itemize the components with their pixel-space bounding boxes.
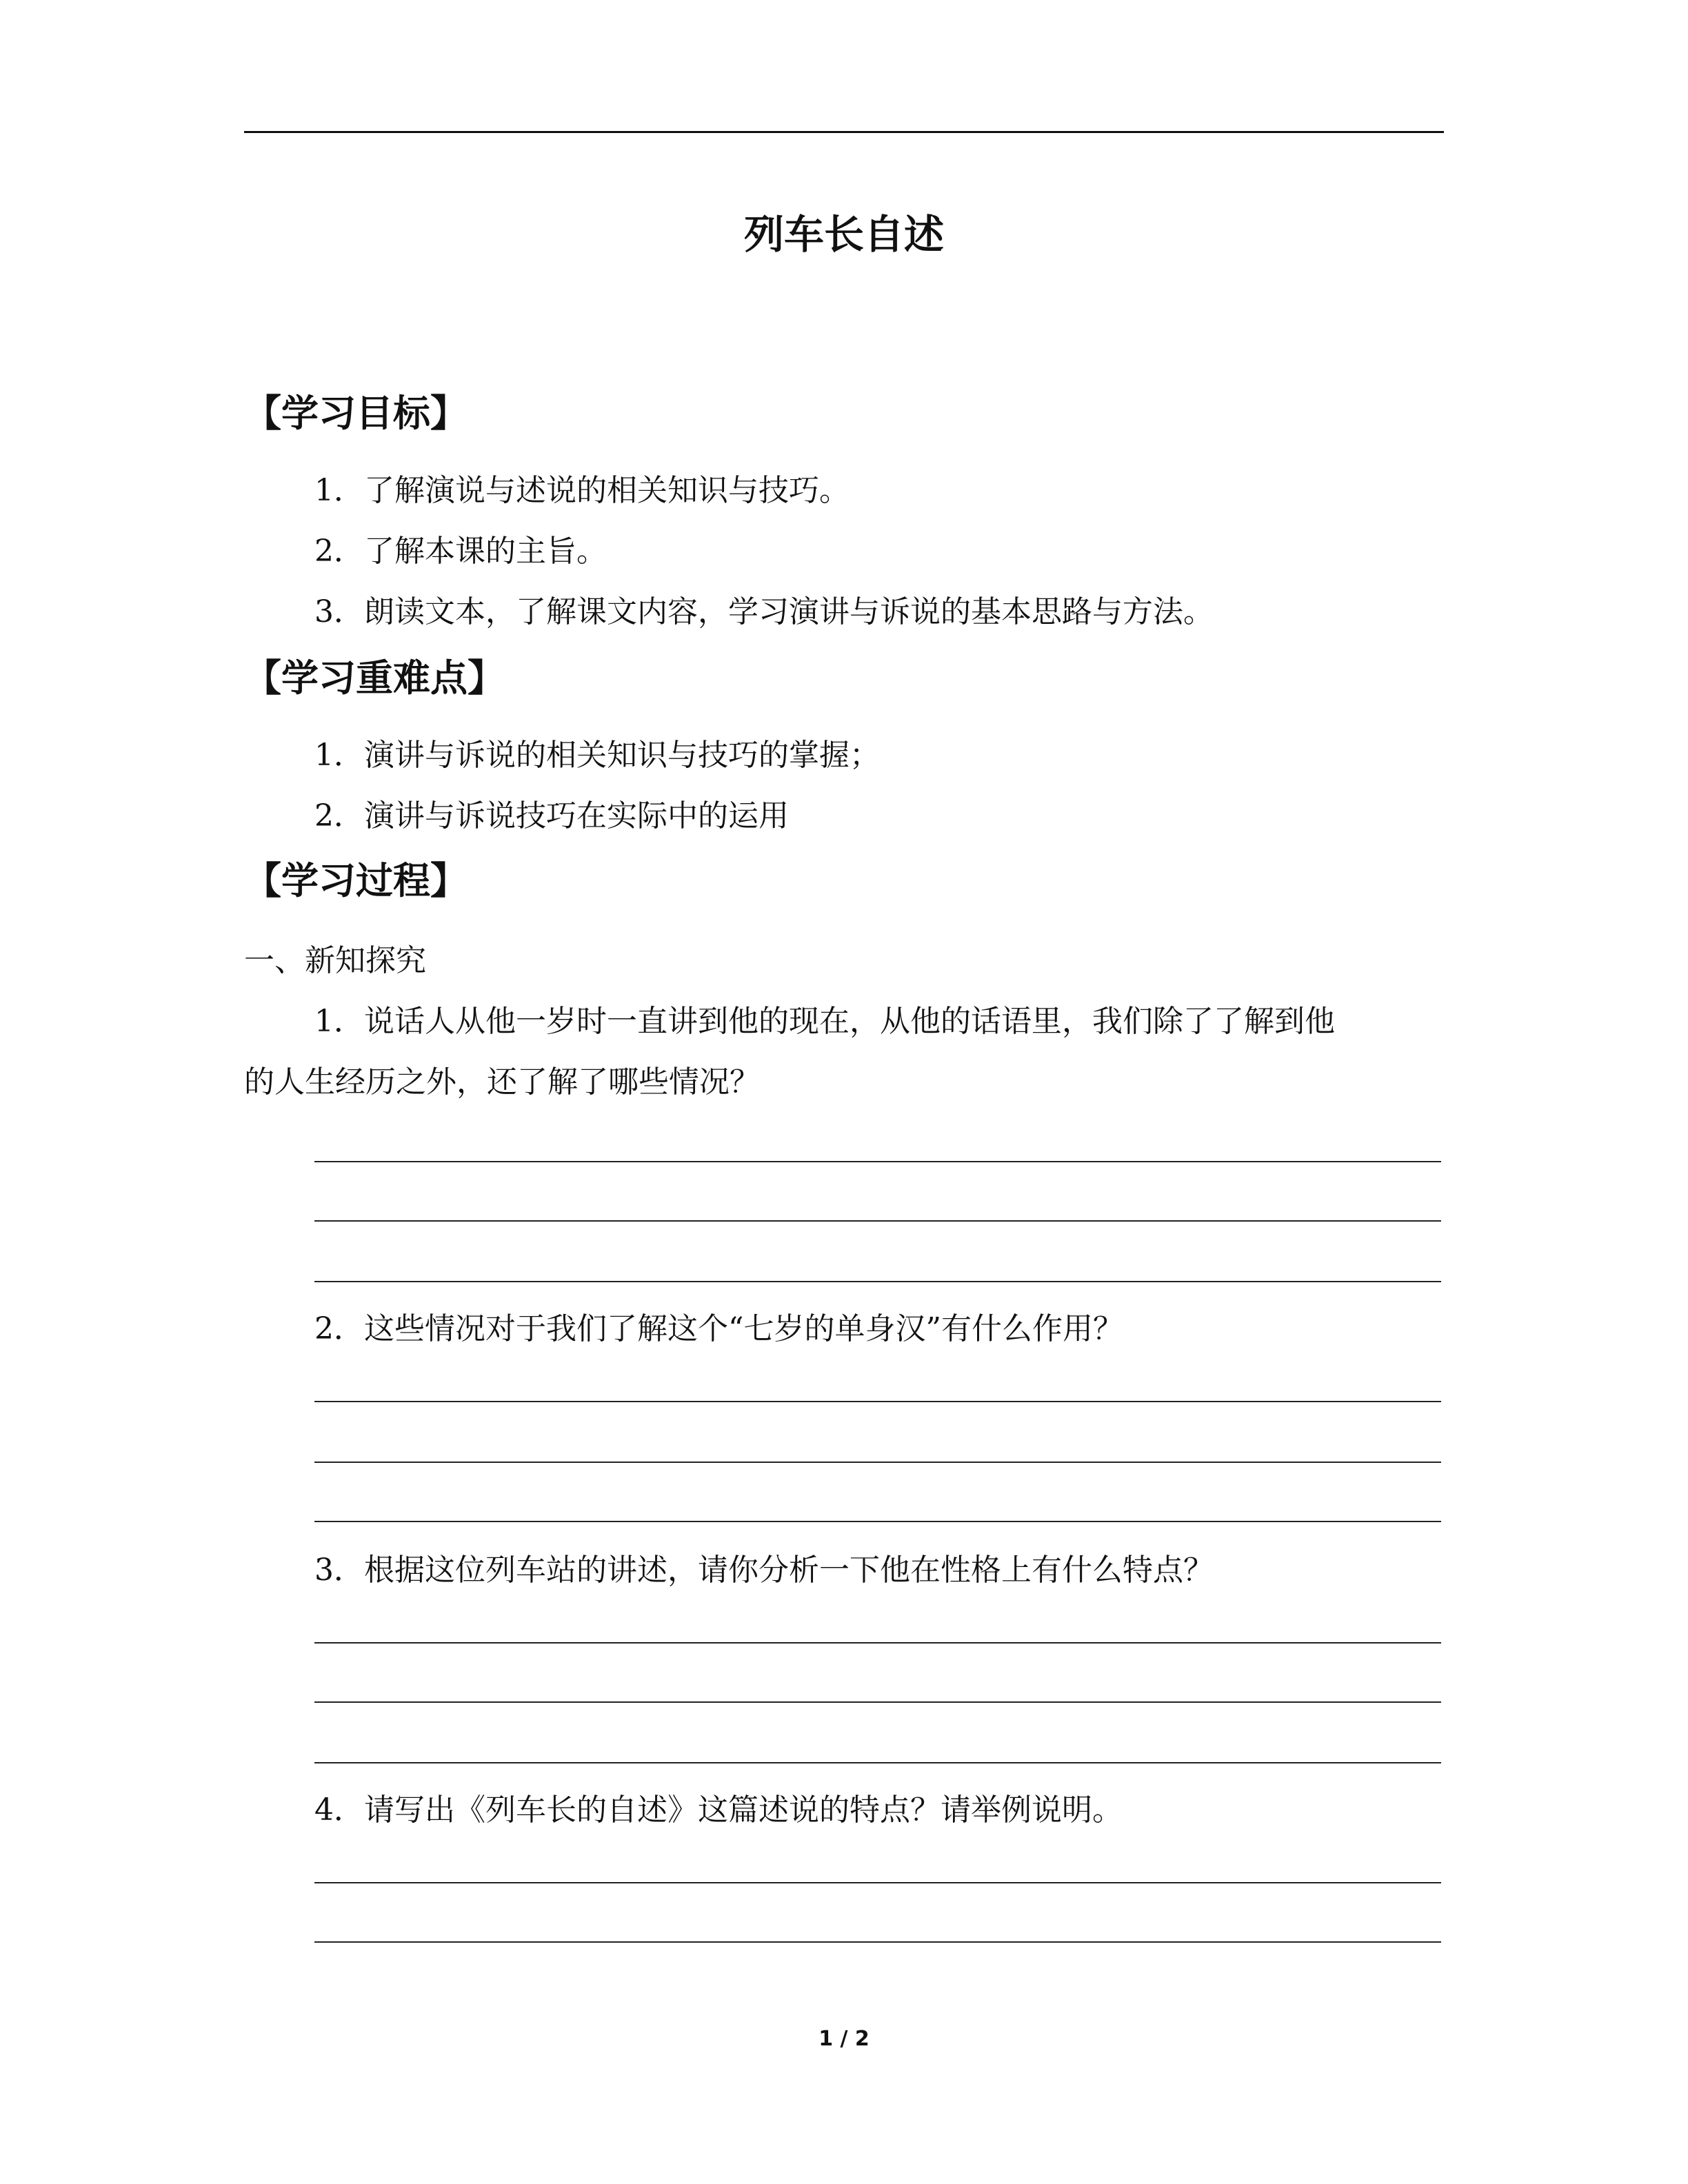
key-point-item-2: 2．演讲与诉说技巧在实际中的运用 xyxy=(314,798,789,833)
answer-line[interactable] xyxy=(314,1701,1441,1703)
answer-line[interactable] xyxy=(314,1161,1441,1162)
answer-line[interactable] xyxy=(314,1462,1441,1463)
question-2: 2．这些情况对于我们了解这个“七岁的单身汉”有什么作用？ xyxy=(314,1311,1123,1346)
header-rule xyxy=(244,131,1444,133)
answer-line[interactable] xyxy=(314,1281,1441,1282)
objective-item-1: 1．了解演说与述说的相关知识与技巧。 xyxy=(314,473,850,508)
process-heading: 【学习过程】 xyxy=(244,859,468,902)
answer-line[interactable] xyxy=(314,1220,1441,1222)
answer-line[interactable] xyxy=(314,1521,1441,1522)
key-points-heading: 【学习重难点】 xyxy=(244,656,505,700)
page-title: 列车长自述 xyxy=(743,211,944,258)
answer-line[interactable] xyxy=(314,1882,1441,1883)
key-point-item-1: 1．演讲与诉说的相关知识与技巧的掌握； xyxy=(314,738,880,773)
new-knowledge-subheading: 一、新知探究 xyxy=(244,943,426,978)
question-1-line-2: 的人生经历之外，还了解了哪些情况？ xyxy=(244,1064,760,1100)
answer-line[interactable] xyxy=(314,1401,1441,1402)
question-3: 3．根据这位列车站的讲述，请你分析一下他在性格上有什么特点？ xyxy=(314,1553,1214,1588)
question-4: 4．请写出《列车长的自述》这篇述说的特点？请举例说明。 xyxy=(314,1792,1123,1828)
page-number: 1 / 2 xyxy=(818,2027,870,2051)
objectives-heading: 【学习目标】 xyxy=(244,392,468,435)
answer-line[interactable] xyxy=(314,1642,1441,1644)
answer-line[interactable] xyxy=(314,1762,1441,1763)
objective-item-2: 2．了解本课的主旨。 xyxy=(314,534,607,569)
question-1-line-1: 1．说话人从他一岁时一直讲到他的现在，从他的话语里，我们除了了解到他 xyxy=(314,1004,1335,1039)
objective-item-3: 3．朗读文本，了解课文内容，学习演讲与诉说的基本思路与方法。 xyxy=(314,594,1214,629)
answer-line[interactable] xyxy=(314,1941,1441,1943)
